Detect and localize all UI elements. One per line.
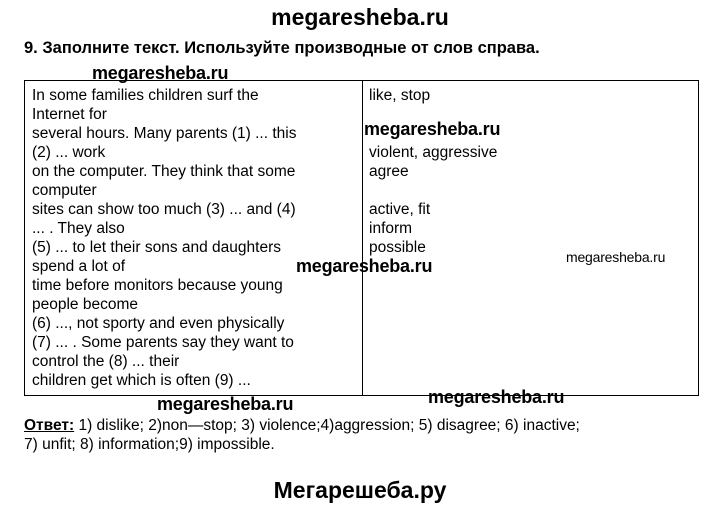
passage-line: ... . They also <box>32 220 125 237</box>
watermark: megaresheba.ru <box>92 63 229 83</box>
passage-line: Internet for <box>32 106 107 123</box>
table-column-divider <box>362 81 363 395</box>
hint-words: active, fit <box>369 201 431 218</box>
watermark: megaresheba.ru <box>296 256 433 276</box>
site-footer-title: Мегарешеба.ру <box>273 477 447 503</box>
passage-line: on the computer. They think that some <box>32 163 296 180</box>
hint-words: possible <box>369 239 426 256</box>
passage-line: (6) ..., not sporty and even physically <box>32 315 285 332</box>
passage-line: spend a lot of <box>32 258 126 275</box>
watermark: megaresheba.ru <box>364 119 501 139</box>
passage-line: time before monitors because young <box>32 277 283 294</box>
passage-line: control the (8) ... their <box>32 353 180 370</box>
passage-line: (5) ... to let their sons and daughters <box>32 239 281 256</box>
watermark: megaresheba.ru <box>157 394 294 414</box>
passage-line: computer <box>32 182 97 199</box>
answer-label: Ответ: <box>24 417 75 434</box>
hint-words: inform <box>369 220 413 237</box>
answer-block <box>24 416 580 454</box>
answer-line-1 <box>24 416 580 435</box>
passage-line: (7) ... . Some parents say they want to <box>32 334 294 351</box>
hint-words: violent, aggressive <box>369 144 498 161</box>
passage-line: people become <box>32 296 138 313</box>
passage-line: several hours. Many parents (1) ... this <box>32 125 297 142</box>
site-header-title: megaresheba.ru <box>271 4 449 30</box>
watermark: megaresheba.ru <box>566 249 666 265</box>
hint-words: like, stop <box>369 87 431 104</box>
task-heading: 9. Заполните текст. Используйте производные от слов справа. <box>24 39 540 57</box>
answer-text: 1) dislike; 2)non—stop; 3) violence;4)aggression; 5) disagree; 6) inactive; <box>74 417 580 434</box>
passage-line: (2) ... work <box>32 144 106 161</box>
watermark: megaresheba.ru <box>428 387 565 407</box>
answer-line-2: 7) unfit; 8) information;9) impossible. <box>24 436 275 453</box>
passage-line: In some families children surf the <box>32 87 259 104</box>
hint-words: agree <box>369 163 409 180</box>
passage-line: children get which is often (9) ... <box>32 372 251 389</box>
passage-line: sites can show too much (3) ... and (4) <box>32 201 296 218</box>
